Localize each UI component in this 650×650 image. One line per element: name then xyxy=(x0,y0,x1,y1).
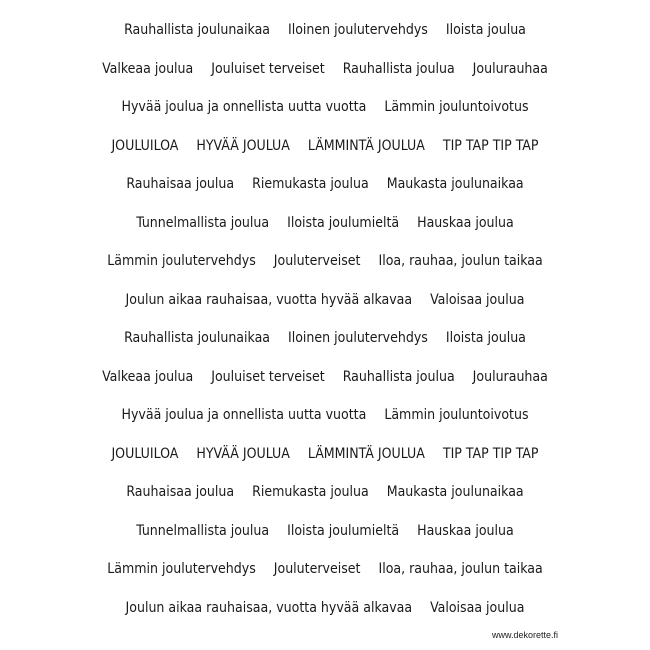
phrase-line xyxy=(0,288,650,312)
phrase-text: Rauhallista joulua xyxy=(342,61,455,77)
phrase-text: Lämmin jouluntoivotus xyxy=(384,407,529,423)
phrase-line xyxy=(0,95,650,119)
phrase-text: Hyvää joulua ja onnellista uutta vuotta xyxy=(121,99,367,115)
phrase-text: TIP TAP TIP TAP xyxy=(442,138,539,154)
phrase-text: Joulun aikaa rauhaisaa, vuotta hyvää alkavaa xyxy=(125,292,413,308)
phrase-text: Iloa, rauhaa, joulun taikaa xyxy=(378,253,543,269)
phrase-text: Lämmin jouluntoivotus xyxy=(384,99,529,115)
phrase-text: Valkeaa joulua xyxy=(102,369,194,385)
phrase-text: HYVÄÄ JOULUA xyxy=(196,446,290,462)
phrase-text: Rauhaisaa joulua xyxy=(126,176,235,192)
phrase-line xyxy=(0,249,650,273)
phrase-line xyxy=(0,172,650,196)
phrase-line xyxy=(0,403,650,427)
phrase-line xyxy=(0,442,650,466)
phrase-text: Iloinen joulutervehdys xyxy=(288,330,428,346)
phrase-text: Jouluiset terveiset xyxy=(211,369,325,385)
phrase-text: Hauskaa joulua xyxy=(417,523,514,539)
phrase-text: Jouluterveiset xyxy=(273,561,361,577)
phrase-text: Tunnelmallista joulua xyxy=(136,215,270,231)
website-credit: www.dekorette.fi xyxy=(491,630,558,640)
phrase-line xyxy=(0,557,650,581)
phrase-text: Jouluterveiset xyxy=(273,253,361,269)
phrase-text: Hyvää joulua ja onnellista uutta vuotta xyxy=(121,407,367,423)
phrase-text: Riemukasta joulua xyxy=(252,484,369,500)
phrase-text: LÄMMINTÄ JOULUA xyxy=(307,446,425,462)
phrase-text: Maukasta joulunaikaa xyxy=(386,176,524,192)
phrase-text: Lämmin joulutervehdys xyxy=(107,561,256,577)
phrase-text: Riemukasta joulua xyxy=(252,176,369,192)
phrase-line xyxy=(0,211,650,235)
phrase-line xyxy=(0,326,650,350)
phrase-text: JOULUILOA xyxy=(111,446,179,462)
phrase-line xyxy=(0,365,650,389)
phrase-text: TIP TAP TIP TAP xyxy=(442,446,539,462)
phrase-text: Iloista joulumieltä xyxy=(287,215,400,231)
phrase-text: Tunnelmallista joulua xyxy=(136,523,270,539)
phrase-text: Valkeaa joulua xyxy=(102,61,194,77)
phrase-text: Iloa, rauhaa, joulun taikaa xyxy=(378,561,543,577)
phrase-text: Joulurauhaa xyxy=(472,369,548,385)
phrase-text: Rauhallista joulunaikaa xyxy=(124,22,270,38)
phrase-line xyxy=(0,519,650,543)
phrase-text: JOULUILOA xyxy=(111,138,179,154)
phrase-text: Maukasta joulunaikaa xyxy=(386,484,524,500)
phrase-text: Iloista joulua xyxy=(445,22,526,38)
phrase-text: Valoisaa joulua xyxy=(430,600,525,616)
phrase-line xyxy=(0,134,650,158)
phrase-line xyxy=(0,18,650,42)
phrase-text: Iloinen joulutervehdys xyxy=(288,22,428,38)
phrase-line xyxy=(0,57,650,81)
phrase-text: Rauhallista joulunaikaa xyxy=(124,330,270,346)
phrase-line xyxy=(0,596,650,620)
phrase-text: Iloista joulua xyxy=(445,330,526,346)
phrase-line xyxy=(0,480,650,504)
phrase-text: Joulun aikaa rauhaisaa, vuotta hyvää alkavaa xyxy=(125,600,413,616)
phrase-text: Lämmin joulutervehdys xyxy=(107,253,256,269)
phrase-text: Hauskaa joulua xyxy=(417,215,514,231)
phrase-text: Jouluiset terveiset xyxy=(211,61,325,77)
phrase-text: LÄMMINTÄ JOULUA xyxy=(307,138,425,154)
phrase-text: Joulurauhaa xyxy=(472,61,548,77)
phrase-text: Valoisaa joulua xyxy=(430,292,525,308)
phrase-text: HYVÄÄ JOULUA xyxy=(196,138,290,154)
phrase-text: Rauhaisaa joulua xyxy=(126,484,235,500)
phrase-text: Rauhallista joulua xyxy=(342,369,455,385)
phrase-text: Iloista joulumieltä xyxy=(287,523,400,539)
